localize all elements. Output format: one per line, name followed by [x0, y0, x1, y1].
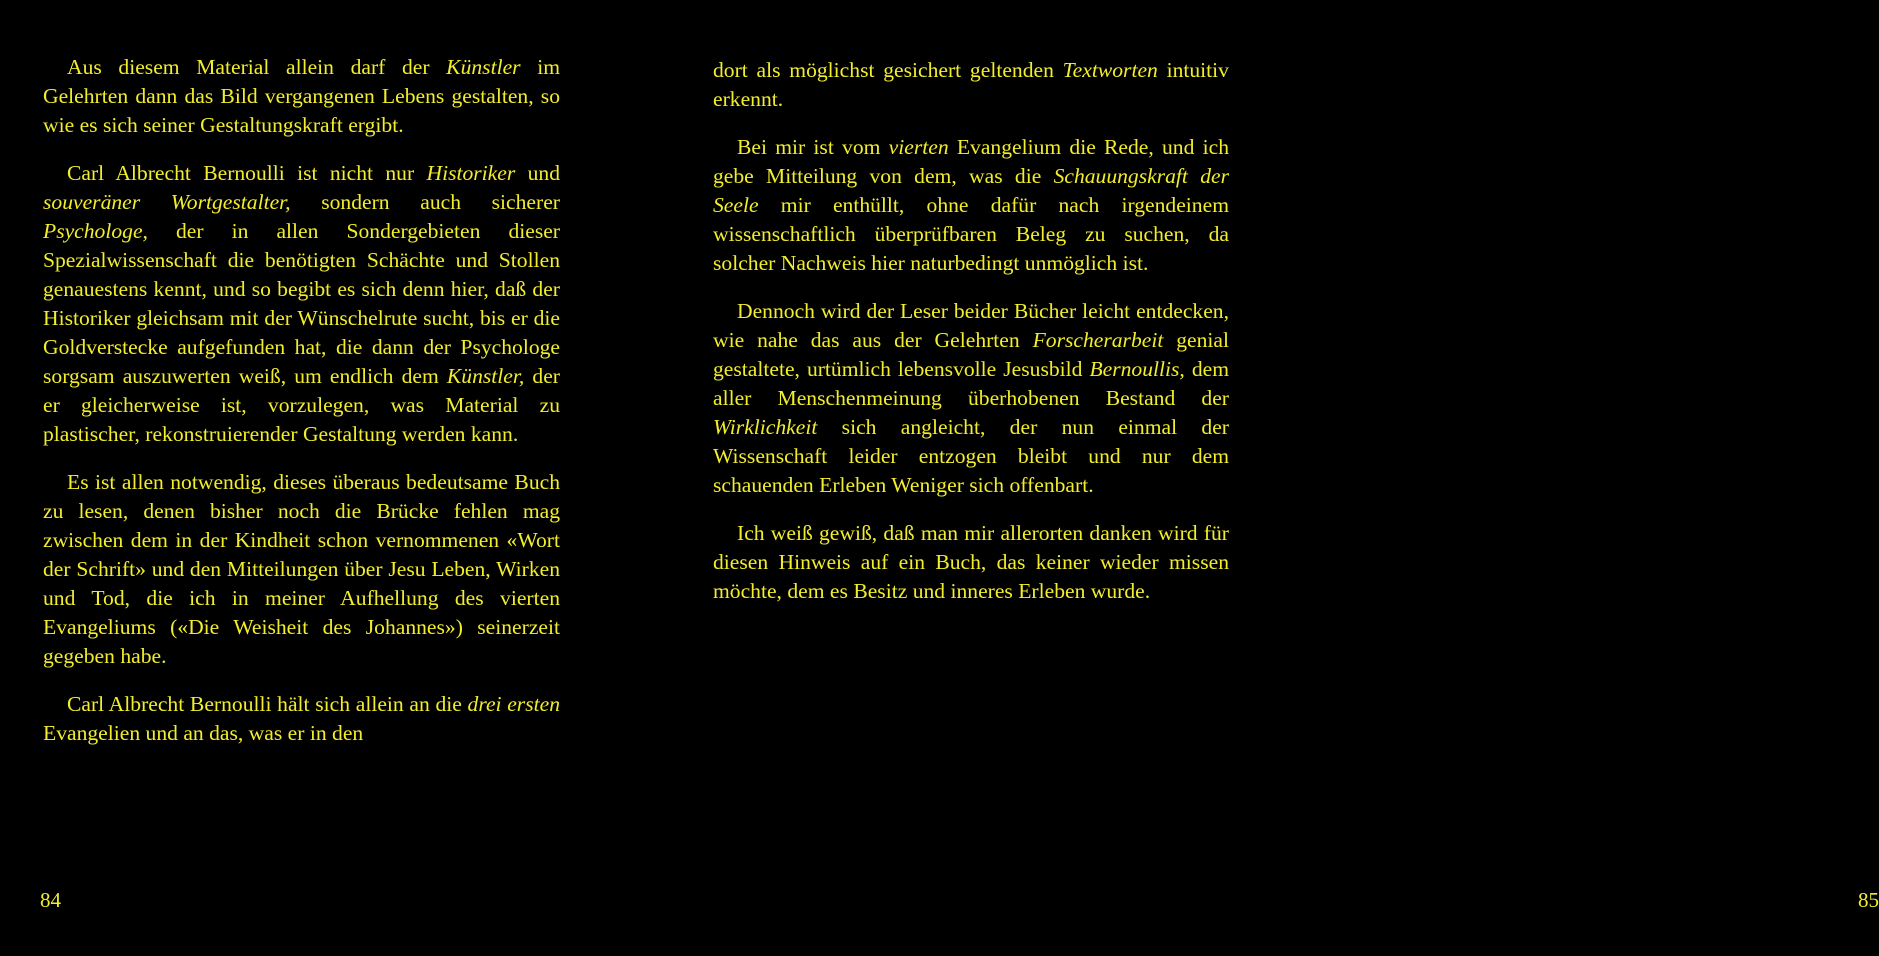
italic-text: drei ersten: [467, 692, 560, 716]
text-run: Bei mir ist vom: [737, 135, 889, 159]
page-number-right: 85: [1858, 888, 1879, 912]
text-run: dort als möglichst gesichert geltenden: [713, 58, 1063, 82]
text-run: genial gestaltete, urtümlich lebensvolle Jesusbild: [713, 328, 1229, 381]
paragraph: [43, 690, 560, 748]
text-run: intuitiv erkennt.: [713, 58, 1229, 111]
italic-text: Bernoullis,: [1089, 357, 1185, 381]
paragraph: [43, 468, 560, 671]
paragraph: [713, 297, 1229, 500]
text-run: Carl Albrecht Bernoulli hält sich allein an die: [67, 692, 468, 716]
text-run: Evangelium die Rede, und ich gebe Mitteilung von dem, was die: [713, 135, 1230, 188]
italic-text: Künstler: [446, 55, 521, 79]
paragraph: [43, 159, 560, 449]
text-run: der er gleicherweise ist, vorzulegen, was Material zu plastischer, rekonstruierender Gestaltung werden kann.: [43, 364, 560, 446]
italic-text: vierten: [888, 135, 949, 159]
text-run: und: [515, 161, 560, 185]
italic-text: Wirklichkeit: [713, 415, 818, 439]
text-run: sondern auch sicherer: [290, 190, 560, 214]
text-run: im Gelehrten dann das Bild vergangenen Lebens gestalten, so wie es sich seiner Gestaltungskraft ergibt.: [43, 55, 560, 137]
italic-text: Psychologe,: [43, 219, 148, 243]
text-run: mir enthüllt, ohne dafür nach irgendeinem wissenschaftlich überprüfbaren Beleg zu suchen, da solcher Nachweis hier naturbedingt unmöglich ist.: [713, 193, 1229, 275]
text-run: Ich weiß gewiß, daß man mir allerorten danken wird für diesen Hinweis auf ein Buch, das keiner wieder missen möchte, dem es Besitz und inneres Erleben wurde.: [713, 521, 1229, 603]
text-run: sich angleicht, der nun einmal der Wissenschaft leider entzogen bleibt und nur dem schauenden Erleben Weniger sich offenbart.: [713, 415, 1229, 497]
italic-text: Textworten: [1062, 58, 1158, 82]
text-run: Es ist allen notwendig, dieses überaus bedeutsame Buch zu lesen, denen bisher noch die Brücke fehlen mag zwischen dem in der Kindheit schon vernommenen «Wort der Schrift» und den Mitteilungen über Jesu Leben, Wirken und Tod, die ich in meiner Aufhellung des vierten Evangeliums («Die Weisheit des Johannes») seinerzeit gegeben habe.: [43, 470, 560, 668]
italic-text: Historiker: [426, 161, 516, 185]
text-run: Aus diesem Material allein darf der: [67, 55, 447, 79]
text-run: der in allen Sondergebieten dieser Spezialwissenschaft die benötigten Schächte und Stollen genauestens kennt, und so begibt es sich denn hier, daß der Historiker gleichsam mit der Wünschelrute sucht, bis er die Goldverstecke aufgefunden hat, die dann der Psychologe sorgsam auszuwerten weiß, um endlich dem: [43, 219, 560, 388]
left-page: [0, 0, 650, 956]
text-run: Carl Albrecht Bernoulli ist nicht nur: [67, 161, 427, 185]
italic-text: souveräner Wortgestalter,: [43, 190, 291, 214]
page-number-left: 84: [40, 888, 61, 912]
right-page: [650, 0, 1879, 956]
text-run: dem aller Menschenmeinung überhobenen Bestand der: [713, 357, 1230, 410]
text-run: Dennoch wird der Leser beider Bücher leicht entdecken, wie nahe das aus der Gelehrten: [713, 299, 1229, 352]
paragraph: [713, 133, 1229, 278]
paragraph: [713, 56, 1229, 114]
left-page-body-text: [43, 53, 560, 767]
italic-text: Schauungskraft der Seele: [713, 164, 1229, 217]
right-page-body-text: [713, 56, 1229, 625]
text-run: Evangelien und an das, was er in den: [43, 721, 364, 745]
paragraph: [713, 519, 1229, 606]
italic-text: Künstler,: [446, 364, 525, 388]
italic-text: Forscherarbeit: [1032, 328, 1164, 352]
paragraph: [43, 53, 560, 140]
